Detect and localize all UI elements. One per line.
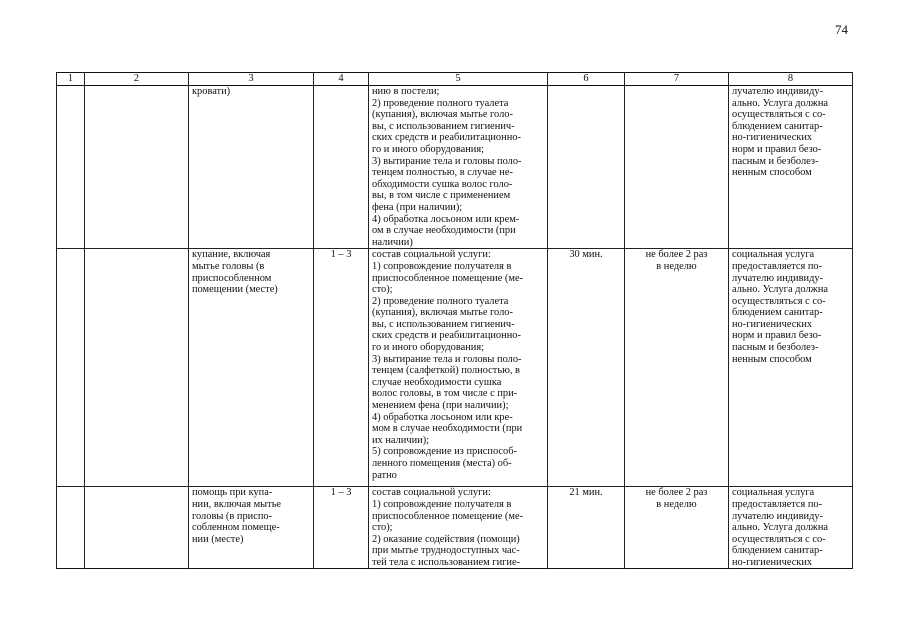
cell-conditions <box>729 487 853 569</box>
text-line: волос головы, в том числе с при- <box>372 388 518 400</box>
text-line: лучателю индивиду- <box>732 272 824 284</box>
cell-conditions <box>729 249 853 487</box>
text-line: 4) обработка лосьоном или крем- <box>372 213 520 225</box>
cell-service-content <box>369 86 548 249</box>
text-line: предоставляется по- <box>732 260 823 272</box>
text-line: 2) проведение полного туалета <box>372 97 509 109</box>
cell-section <box>85 487 189 569</box>
text-line: но-гигиенических <box>732 132 813 144</box>
text-line: норм и правил безо- <box>732 143 822 155</box>
cell-section <box>85 249 189 487</box>
text-line: приспособленное помещение (ме- <box>372 510 524 522</box>
text-line: нии (месте) <box>192 533 244 545</box>
text-line: лучателю индивиду- <box>732 86 824 97</box>
text-line: предоставляется по- <box>732 498 823 510</box>
text-line: тенцем (салфеткой) полностью, в <box>372 365 520 377</box>
text-line: их наличии); <box>372 434 430 446</box>
text-line: собленном помеще- <box>192 522 280 534</box>
text-line: приспособленное помещение (ме- <box>372 272 524 284</box>
text-line: ально. Услуга должна <box>732 522 829 534</box>
page-number: 74 <box>835 22 848 37</box>
cell-section <box>85 86 189 249</box>
text-line: 1) сопровождение получателя в <box>372 498 512 510</box>
text-line: лучателю индивиду- <box>732 510 824 522</box>
text-line: вы, в том числе с применением <box>372 190 511 202</box>
text-line: блюдением санитар- <box>732 545 823 557</box>
text-line: го и иного оборудования; <box>372 143 484 155</box>
text-line: осуществляться с со- <box>732 109 826 121</box>
column-number-header: 6 <box>548 73 625 86</box>
text-line: но-гигиенических <box>732 318 813 330</box>
cell-service-name: кровати) <box>189 86 314 249</box>
services-table <box>56 72 853 569</box>
text-line: ратно <box>372 469 397 481</box>
text-line: го и иного оборудования; <box>372 342 484 354</box>
column-number-header: 8 <box>729 73 853 86</box>
text-line: состав социальной услуги: <box>372 487 491 499</box>
table-row <box>57 249 853 487</box>
text-line: сто); <box>372 284 393 296</box>
text-line: в неделю <box>656 498 697 510</box>
text-line: нию в постели; <box>372 86 440 97</box>
cell-group: 1 – 3 <box>314 487 369 569</box>
text-line: 2) проведение полного туалета <box>372 295 509 307</box>
cell-service-name <box>189 487 314 569</box>
text-line: ских средств и реабилитационно- <box>372 330 521 342</box>
text-line: социальная услуга <box>732 487 815 499</box>
cell-conditions <box>729 86 853 249</box>
text-line: ненным способом <box>732 353 812 365</box>
table-row <box>57 86 853 249</box>
text-line: сто); <box>372 522 393 534</box>
cell-index <box>57 86 85 249</box>
text-line: ских средств и реабилитационно- <box>372 132 521 144</box>
text-line: случае необходимости сушка <box>372 376 502 388</box>
column-number-header: 1 <box>57 73 85 86</box>
text-line: ом в случае необходимости (при <box>372 225 516 237</box>
text-line: купание, включая <box>192 249 271 261</box>
cell-frequency <box>625 249 729 487</box>
text-line: приспособленном <box>192 272 272 284</box>
cell-service-content <box>369 249 548 487</box>
column-number-header: 7 <box>625 73 729 86</box>
column-number-header: 3 <box>189 73 314 86</box>
text-line: мом в случае необходимости (при <box>372 423 523 435</box>
text-line: норм и правил безо- <box>732 330 822 342</box>
text-line: блюдением санитар- <box>732 307 823 319</box>
text-line: помощь при купа- <box>192 487 273 499</box>
cell-index <box>57 487 85 569</box>
text-line: головы (в приспо- <box>192 510 273 522</box>
text-line: пасным и безболез- <box>732 342 819 354</box>
text-line: (купания), включая мытье голо- <box>372 109 513 121</box>
text-line: осуществляться с со- <box>732 295 826 307</box>
cell-group <box>314 86 369 249</box>
cell-group: 1 – 3 <box>314 249 369 487</box>
text-line: но-гигиенических <box>732 556 813 568</box>
text-line: фена (при наличии); <box>372 201 463 213</box>
text-line: помещении (месте) <box>192 284 278 296</box>
text-line: не более 2 раз <box>645 487 708 499</box>
text-line: 2) оказание содействия (помощи) <box>372 533 520 545</box>
text-line: ально. Услуга должна <box>732 284 829 296</box>
text-line: вы, с использованием гигиенич- <box>372 318 515 330</box>
text-line: (купания), включая мытье голо- <box>372 307 513 319</box>
text-line: тей тела с использованием гигие- <box>372 556 521 568</box>
text-line: нии, включая мытье <box>192 498 282 510</box>
text-line: ально. Услуга должна <box>732 97 829 109</box>
text-line: блюдением санитар- <box>732 120 823 132</box>
cell-service-content <box>369 487 548 569</box>
cell-frequency <box>625 487 729 569</box>
text-line: 4) обработка лосьоном или кре- <box>372 411 513 423</box>
text-line: наличии) <box>372 236 413 248</box>
cell-duration: 21 мин. <box>548 487 625 569</box>
text-line: 1) сопровождение получателя в <box>372 260 512 272</box>
text-line: социальная услуга <box>732 249 815 261</box>
column-number-header: 5 <box>369 73 548 86</box>
text-line: осуществляться с со- <box>732 533 826 545</box>
text-line: пасным и безболез- <box>732 155 819 167</box>
column-number-header: 2 <box>85 73 189 86</box>
cell-duration <box>548 86 625 249</box>
text-line: не более 2 раз <box>645 249 708 261</box>
table-row <box>57 487 853 569</box>
text-line: менением фена (при наличии); <box>372 400 509 412</box>
text-line: мытье головы (в <box>192 260 265 272</box>
cell-frequency <box>625 86 729 249</box>
table-header-row <box>57 73 853 86</box>
text-line: состав социальной услуги: <box>372 249 491 261</box>
text-line: в неделю <box>656 260 697 272</box>
text-line: 5) сопровождение из приспособ- <box>372 446 517 458</box>
text-line: вы, с использованием гигиенич- <box>372 120 515 132</box>
cell-service-name <box>189 249 314 487</box>
cell-duration: 30 мин. <box>548 249 625 487</box>
text-line: 3) вытирание тела и головы поло- <box>372 155 522 167</box>
text-line: 3) вытирание тела и головы поло- <box>372 353 522 365</box>
cell-index <box>57 249 85 487</box>
text-line: ненным способом <box>732 167 812 179</box>
text-line: при мытье труднодоступных час- <box>372 545 520 557</box>
text-line: тенцем полностью, в случае не- <box>372 167 513 179</box>
text-line: ленного помещения (места) об- <box>372 458 512 469</box>
column-number-header: 4 <box>314 73 369 86</box>
text-line: обходимости сушка волос голо- <box>372 178 513 190</box>
